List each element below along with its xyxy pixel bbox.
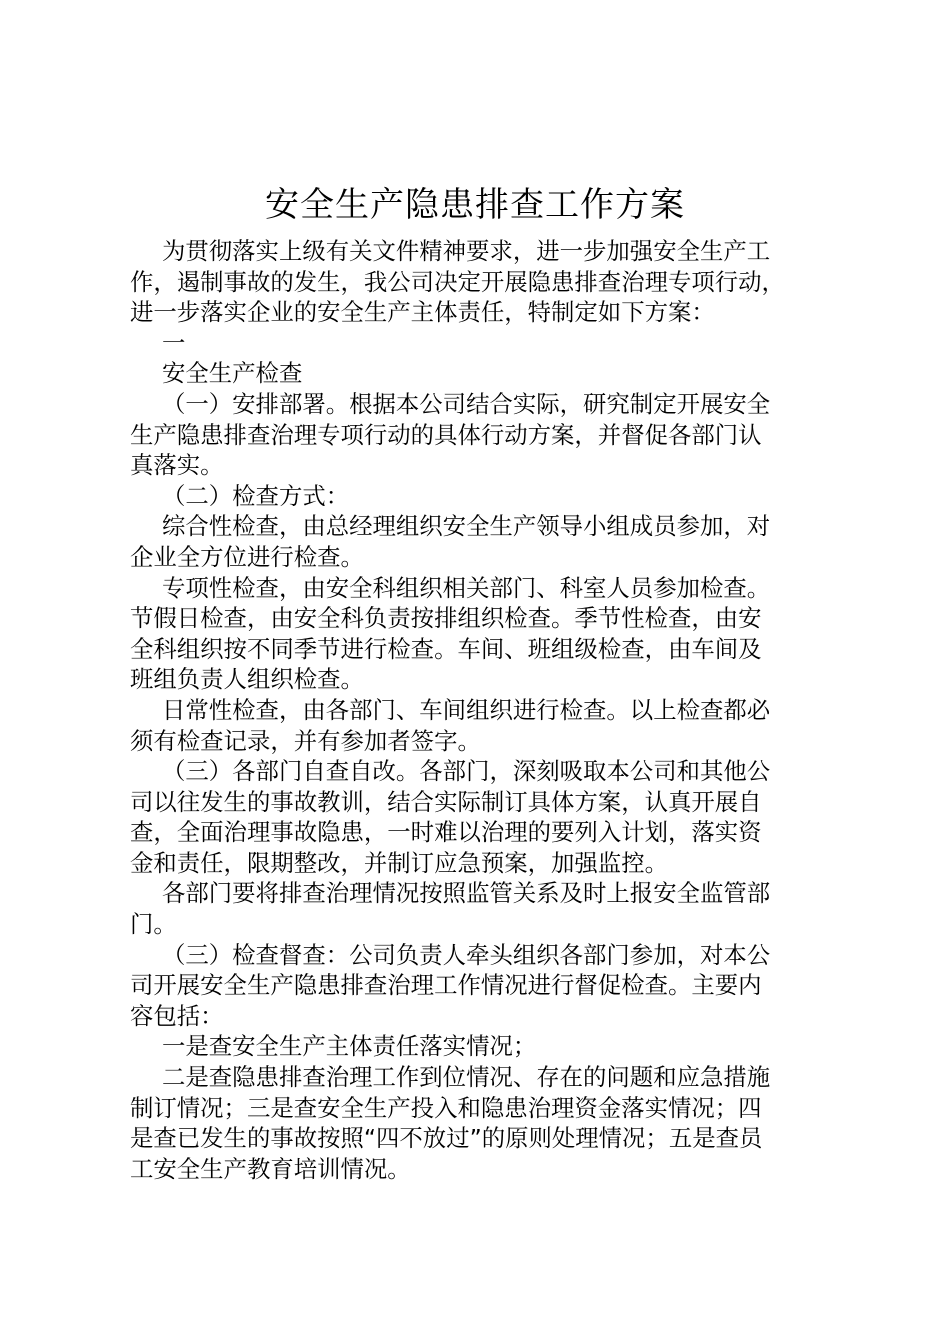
- text-line: （二）检查方式：: [162, 481, 350, 510]
- text-line: 司开展安全生产隐患排查治理工作情况进行督促检查。主要内: [130, 971, 762, 1000]
- text-line: 司以往发生的事故教训，结合实际制订具体方案，认真开展自: [130, 787, 762, 816]
- text-line: 一是查安全生产主体责任落实情况；: [162, 1032, 537, 1061]
- text-line: 综合性检查，由总经理组织安全生产领导小组成员参加，对: [162, 512, 771, 541]
- text-line: 作，遏制事故的发生，我公司决定开展隐患排查治理专项行动，: [130, 267, 785, 296]
- text-line: 班组负责人组织检查。: [130, 665, 364, 694]
- text-line: 各部门要将排查治理情况按照监管关系及时上报安全监管部: [162, 879, 771, 908]
- text-line: 企业全方位进行检查。: [130, 542, 364, 571]
- text-line: （一）安排部署。根据本公司结合实际，研究制定开展安全: [162, 389, 771, 418]
- text-line: 进一步落实企业的安全生产主体责任，特制定如下方案：: [130, 298, 715, 327]
- text-line: 容包括：: [130, 1001, 224, 1030]
- text-line: 制订情况；三是查安全生产投入和隐患治理资金落实情况；四: [130, 1093, 762, 1122]
- text-line: 节假日检查，由安全科负责按排组织检查。季节性检查，由安: [130, 604, 762, 633]
- text-line: 门。: [130, 910, 177, 939]
- text-line: 真落实。: [130, 451, 224, 480]
- text-line: 金和责任，限期整改，并制订应急预案，加强监控。: [130, 848, 668, 877]
- text-line: 日常性检查，由各部门、车间组织进行检查。以上检查都必: [162, 695, 771, 724]
- text-line: 一: [162, 328, 186, 357]
- text-line: 二是查隐患排查治理工作到位情况、存在的问题和应急措施: [162, 1063, 771, 1092]
- text-line: 安全生产检查: [162, 359, 303, 388]
- text-line: 专项性检查，由安全科组织相关部门、科室人员参加检查。: [162, 573, 771, 602]
- document-title: 安全生产隐患排查工作方案: [265, 185, 685, 225]
- text-line: 为贯彻落实上级有关文件精神要求，进一步加强安全生产工: [162, 237, 771, 265]
- text-line: 是查已发生的事故按照“四不放过”的原则处理情况；五是查员: [130, 1124, 763, 1153]
- text-line: （三）检查督查：公司负责人牵头组织各部门参加，对本公: [162, 940, 771, 969]
- text-line: 生产隐患排查治理专项行动的具体行动方案，并督促各部门认: [130, 420, 762, 449]
- text-line: （三）各部门自查自改。各部门，深刻吸取本公司和其他公: [162, 757, 771, 786]
- text-line: 工安全生产教育培训情况。: [130, 1154, 411, 1183]
- document-body: [130, 236, 830, 1184]
- text-line: 须有检查记录，并有参加者签字。: [130, 726, 481, 755]
- text-line: 全科组织按不同季节进行检查。车间、班组级检查，由车间及: [130, 634, 762, 663]
- text-line: 查，全面治理事故隐患，一时难以治理的要列入计划，落实资: [130, 818, 762, 847]
